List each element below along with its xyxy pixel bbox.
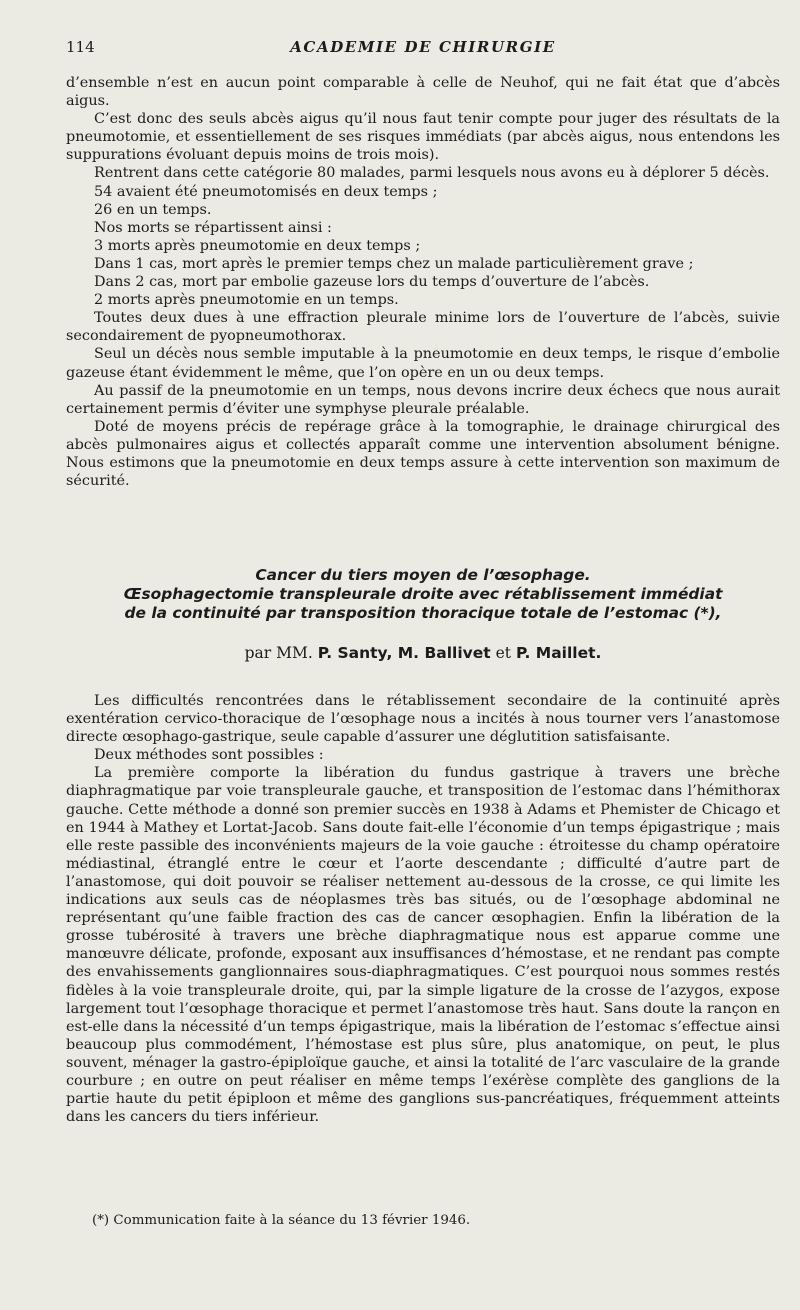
article-authors — [66, 643, 780, 663]
article-title-line: Œsophagectomie transpleurale droite avec rétablissement immédiat — [123, 585, 723, 603]
paragraph: Rentrent dans cette catégorie 80 malades, parmi lesquels nous avons eu à déplorer 5 décès. — [94, 165, 770, 182]
paragraph: Doté de moyens précis de repérage grâce à la tomographie, le drainage chirurgical des abcès pulmonaires aigus et collectés apparaît comme une intervention absolument bénigne. Nous estimons que la pneumotomie en deux temps assure à cette intervention son maximum de sécurité. — [66, 418, 780, 490]
article-title-line: de la continuité par transposition thoracique totale de l’estomac (*), — [124, 604, 722, 622]
list-item: 54 avaient été pneumotomisés en deux temps ; — [94, 183, 438, 200]
list-item: 2 morts après pneumotomie en un temps. — [94, 292, 399, 309]
paragraph: Au passif de la pneumotomie en un temps, nous devons incrire deux échecs que nous aurait certainement permis d’éviter une symphyse pleurale préalable. — [66, 382, 780, 417]
paragraph: Toutes deux dues à une effraction pleurale minime lors de l’ouverture de l’abcès, suivie secondairement de pyopneumothorax. — [66, 310, 780, 345]
author-names: P. Santy, M. Ballivet — [317, 644, 491, 662]
paragraph: La première comporte la libération du fundus gastrique à travers une brèche diaphragmatique par voie transpleurale gauche, et transposition de l’estomac dans l’hémithorax gauche. Cette méthode a donné son premier succès en 1938 à Adams et Phemister de Chicago et en 1944 à Mathey et Lortat-Jacob. Sans doute fait-elle l’économie d’un temps épigastrique ; mais elle reste passible des inconvénients majeurs de la voie gauche : étroitesse du champ opératoire médiastinal, étranglé entre le cœur et l’aorte descendante ; difficulté d’autre part de l’anastomose, qui doit pouvoir se réaliser nettement au-dessous de la crosse, ce qui limite les indications aux seuls cas de néoplasmes très bas situés, ou de l’œsophage abdominal ne représentant qu’une faible fraction des cas de cancer œsophagien. Enfin la libération de la grosse tubérosité à travers une brèche diaphragmatique nous est apparue comme une manœuvre délicate, profonde, exposant aux insuffisances d’hémostase, et ne rendant pas compte des envahissements ganglionnaires sous-diaphragmatiques. C’est pourquoi nous sommes restés fidèles à la voie transpleurale droite, qui, par la simple ligature de la crosse de l’azygos, expose largement tout l’œsophage thoracique et permet l’anastomose très haut. Sans doute la rançon en est-elle dans la nécessité d’un temps épigastrique, mais la libération de l’estomac s’effectue ainsi beaucoup plus commodément, l’hémostase est plus sûre, plus anatomique, on peut, le plus souvent, ménager la gastro-épiploïque gauche, et ainsi la totalité de l’arc vasculaire de la grande courbure ; en outre on peut réaliser en même temps l’exérèse complète des ganglions de la partie haute du petit épiploon et même des ganglions sus-pancréatiques, fréquemment atteints dans les cancers du tiers inférieur. — [66, 765, 780, 1126]
paragraph: d’ensemble n’est en aucun point comparable à celle de Neuhof, qui ne fait état que d’abcès aigus. — [66, 75, 780, 110]
paragraph: C’est donc des seuls abcès aigus qu’il nous faut tenir compte pour juger des résultats de la pneumotomie, et essentiellement de ses risques immédiats (par abcès aigus, nous entendons les suppurations évoluant depuis moins de trois mois). — [66, 111, 780, 164]
paragraph: Seul un décès nous semble imputable à la pneumotomie en deux temps, le risque d’embolie gazeuse étant évidemment le même, que l’on opère en un ou deux temps. — [66, 346, 780, 381]
previous-section — [66, 74, 780, 490]
paragraph: Les difficultés rencontrées dans le rétablissement secondaire de la continuité après exentération cervico-thoracique de l’œsophage nous a incités à nous tourner vers l’anastomose directe œsophago-gastrique, seule capable d’assurer une déglutition satisfaisante. — [66, 693, 780, 746]
article-heading — [66, 566, 780, 663]
article-body — [66, 692, 780, 1126]
list-item: 26 en un temps. — [94, 201, 212, 218]
authors-conjunction: et — [495, 644, 512, 662]
authors-prefix: par MM. — [244, 644, 313, 662]
list-item: 3 morts après pneumotomie en deux temps ; — [94, 237, 421, 254]
author-names: P. Maillet. — [515, 644, 602, 662]
running-title: ACADEMIE DE CHIRURGIE — [290, 38, 556, 56]
footnote: (*) Communication faite à la séance du 13 février 1946. — [92, 1213, 471, 1228]
page-number: 114 — [66, 38, 95, 56]
article-title-line: Cancer du tiers moyen de l’œsophage. — [255, 566, 591, 584]
page-header — [66, 38, 780, 58]
list-item: Dans 2 cas, mort par embolie gazeuse lors du temps d’ouverture de l’abcès. — [94, 274, 650, 291]
list-item: Dans 1 cas, mort après le premier temps chez un malade particulièrement grave ; — [94, 255, 694, 272]
paragraph: Deux méthodes sont possibles : — [94, 747, 324, 764]
list-item: Nos morts se répartissent ainsi : — [94, 219, 332, 236]
